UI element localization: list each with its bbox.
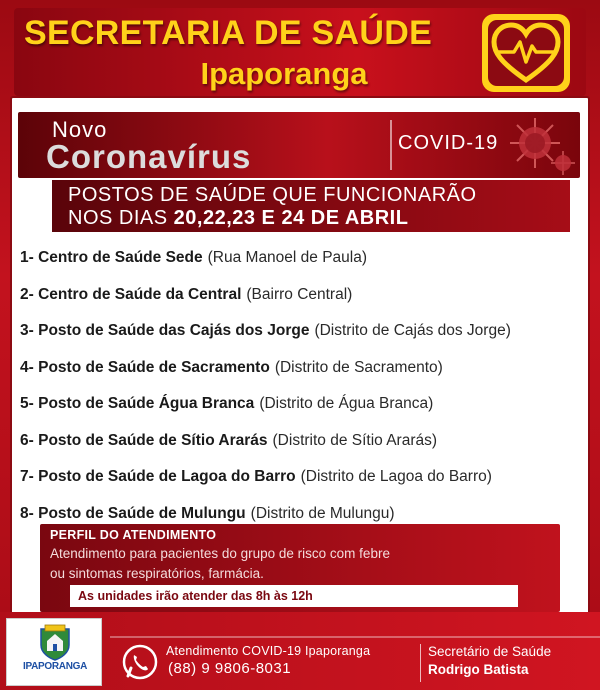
unit-name: Posto de Saúde das Cajás dos Jorge <box>38 322 310 340</box>
perfil-hours: As unidades irão atender das 8h às 12h <box>70 585 518 607</box>
unit-name: Posto de Saúde de Sítio Ararás <box>38 431 268 449</box>
postos-line2 <box>68 207 408 230</box>
footer-divider <box>420 644 421 682</box>
secretary-role: Secretário de Saúde <box>428 644 552 659</box>
unit-name: Posto de Saúde de Lagoa do Barro <box>38 468 296 486</box>
list-item <box>20 459 586 496</box>
perfil-text-line2: ou sintomas respiratórios, farmácia. <box>50 566 264 581</box>
unit-name: Centro de Saúde da Central <box>38 285 242 303</box>
perfil-text <box>50 544 550 584</box>
postos-heading <box>48 180 570 232</box>
unit-location: (Distrito de Sítio Ararás) <box>272 431 438 449</box>
unit-number: 4- <box>20 358 34 376</box>
postos-line1: POSTOS DE SAÚDE QUE FUNCIONARÃO <box>68 184 477 206</box>
list-item <box>20 423 586 460</box>
list-item <box>20 240 586 277</box>
unit-number: 2- <box>20 285 34 303</box>
virus-icon <box>550 150 576 176</box>
unit-name: Posto de Saúde Água Branca <box>38 395 255 413</box>
unit-number: 7- <box>20 468 34 486</box>
list-item <box>20 386 586 423</box>
list-item <box>20 277 586 314</box>
unit-location: (Distrito de Sacramento) <box>274 358 443 376</box>
banner-coronavirus: Coronavírus <box>46 138 252 175</box>
header-title: SECRETARIA DE SAÚDE <box>24 14 433 52</box>
covid-banner <box>18 112 580 178</box>
banner-covid19: COVID-19 <box>398 132 499 154</box>
unit-location: (Distrito de Mulungu) <box>250 504 395 522</box>
contact-phone: (88) 9 9806-8031 <box>168 660 292 677</box>
list-item <box>20 313 586 350</box>
unit-location: (Distrito de Lagoa do Barro) <box>300 468 492 486</box>
postos-dates: 20,22,23 E 24 DE ABRIL <box>173 207 409 229</box>
unit-number: 8- <box>20 504 34 522</box>
perfil-box <box>40 524 560 612</box>
secretary-name: Rodrigo Batista <box>428 662 529 677</box>
postos-line2-prefix: NOS DIAS <box>68 207 174 229</box>
municipal-logo <box>6 618 102 686</box>
heart-pulse-icon <box>480 12 572 94</box>
banner-divider <box>390 120 392 170</box>
perfil-text-line1: Atendimento para pacientes do grupo de risco com febre <box>50 546 390 561</box>
contact-title: Atendimento COVID-19 Ipaporanga <box>166 644 371 658</box>
list-item <box>20 350 586 387</box>
header <box>14 8 586 96</box>
municipal-crest-icon <box>37 623 73 661</box>
logo-text: IPAPORANGA <box>22 661 88 672</box>
unit-location: (Distrito de Água Branca) <box>259 395 434 413</box>
unit-name: Posto de Saúde de Sacramento <box>38 358 270 376</box>
unit-number: 6- <box>20 431 34 449</box>
perfil-title: PERFIL DO ATENDIMENTO <box>50 528 217 542</box>
whatsapp-icon <box>122 644 158 680</box>
banner-novo: Novo <box>52 117 108 142</box>
unit-location: (Bairro Central) <box>246 285 353 303</box>
unit-name: Posto de Saúde de Mulungu <box>38 504 246 522</box>
units-list <box>20 240 586 532</box>
header-city: Ipaporanga <box>200 56 368 91</box>
unit-number: 3- <box>20 322 34 340</box>
unit-location: (Distrito de Cajás dos Jorge) <box>314 322 511 340</box>
unit-number: 5- <box>20 395 34 413</box>
unit-location: (Rua Manoel de Paula) <box>207 249 368 267</box>
unit-number: 1- <box>20 249 34 267</box>
footer-stripe <box>110 636 600 638</box>
unit-name: Centro de Saúde Sede <box>38 249 203 267</box>
